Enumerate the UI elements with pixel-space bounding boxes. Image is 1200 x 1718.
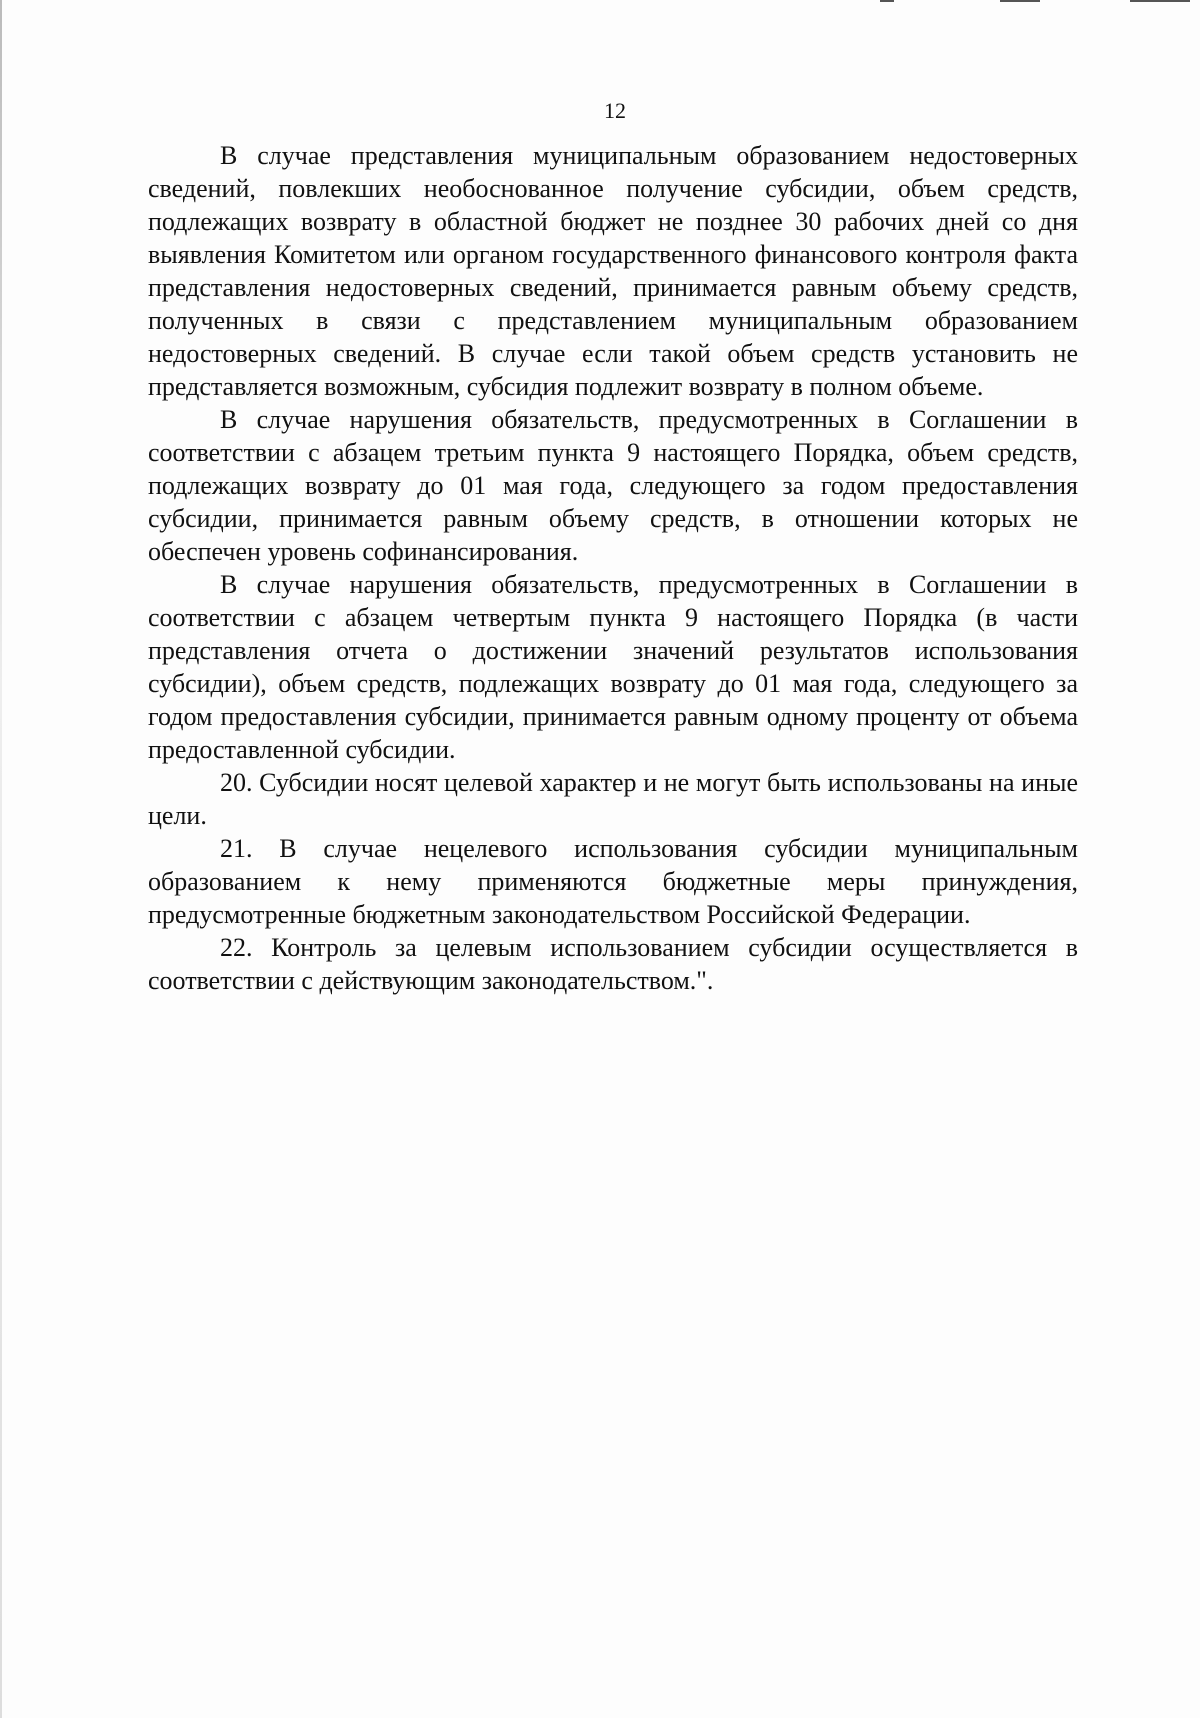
- paragraph-cofinancing-violation: В случае нарушения обязательств, предусмотренных в Соглашении в соответствии с абзацем третьим пункта 9 настоящего Порядка, объем средств, подлежащих возврату до 01 мая года, следующего за годом предоставления субсидии, принимается равным объему средств, в отношении которых не обеспечен уровень софинансирования.: [148, 405, 1078, 566]
- document-body: [148, 139, 1078, 997]
- scan-edge: [0, 0, 2, 1718]
- paragraph-item-21: 21. В случае нецелевого использования субсидии муниципальным образованием к нему применяются бюджетные меры принуждения, предусмотренные бюджетным законодательством Российской Федерации.: [148, 834, 1078, 929]
- paragraph-item-22: 22. Контроль за целевым использованием субсидии осуществляется в соответствии с действующим законодательством.".: [148, 933, 1078, 995]
- paragraph-false-information: В случае представления муниципальным образованием недостоверных сведений, повлекших необоснованное получение субсидии, объем средств, подлежащих возврату в областной бюджет не позднее 30 рабочих дней со дня выявления Комитетом или органом государственного финансового контроля факта представления недостоверных сведений, принимается равным объему средств, полученных в связи с представлением муниципальным образованием недостоверных сведений. В случае если такой объем средств установить не представляется возможным, субсидия подлежит возврату в полном объеме.: [148, 141, 1078, 401]
- scan-artifact: [1000, 0, 1040, 2]
- paragraph-item-20: 20. Субсидии носят целевой характер и не могут быть использованы на иные цели.: [148, 768, 1078, 830]
- paragraph-report-violation: В случае нарушения обязательств, предусмотренных в Соглашении в соответствии с абзацем четвертым пункта 9 настоящего Порядка (в части представления отчета о достижении значений результатов использования субсидии), объем средств, подлежащих возврату до 01 мая года, следующего за годом предоставления субсидии, принимается равным одному проценту от объема предоставленной субсидии.: [148, 570, 1078, 764]
- page-number: 12: [604, 98, 626, 123]
- scan-artifact: [880, 0, 894, 2]
- scan-artifact: [1130, 0, 1190, 2]
